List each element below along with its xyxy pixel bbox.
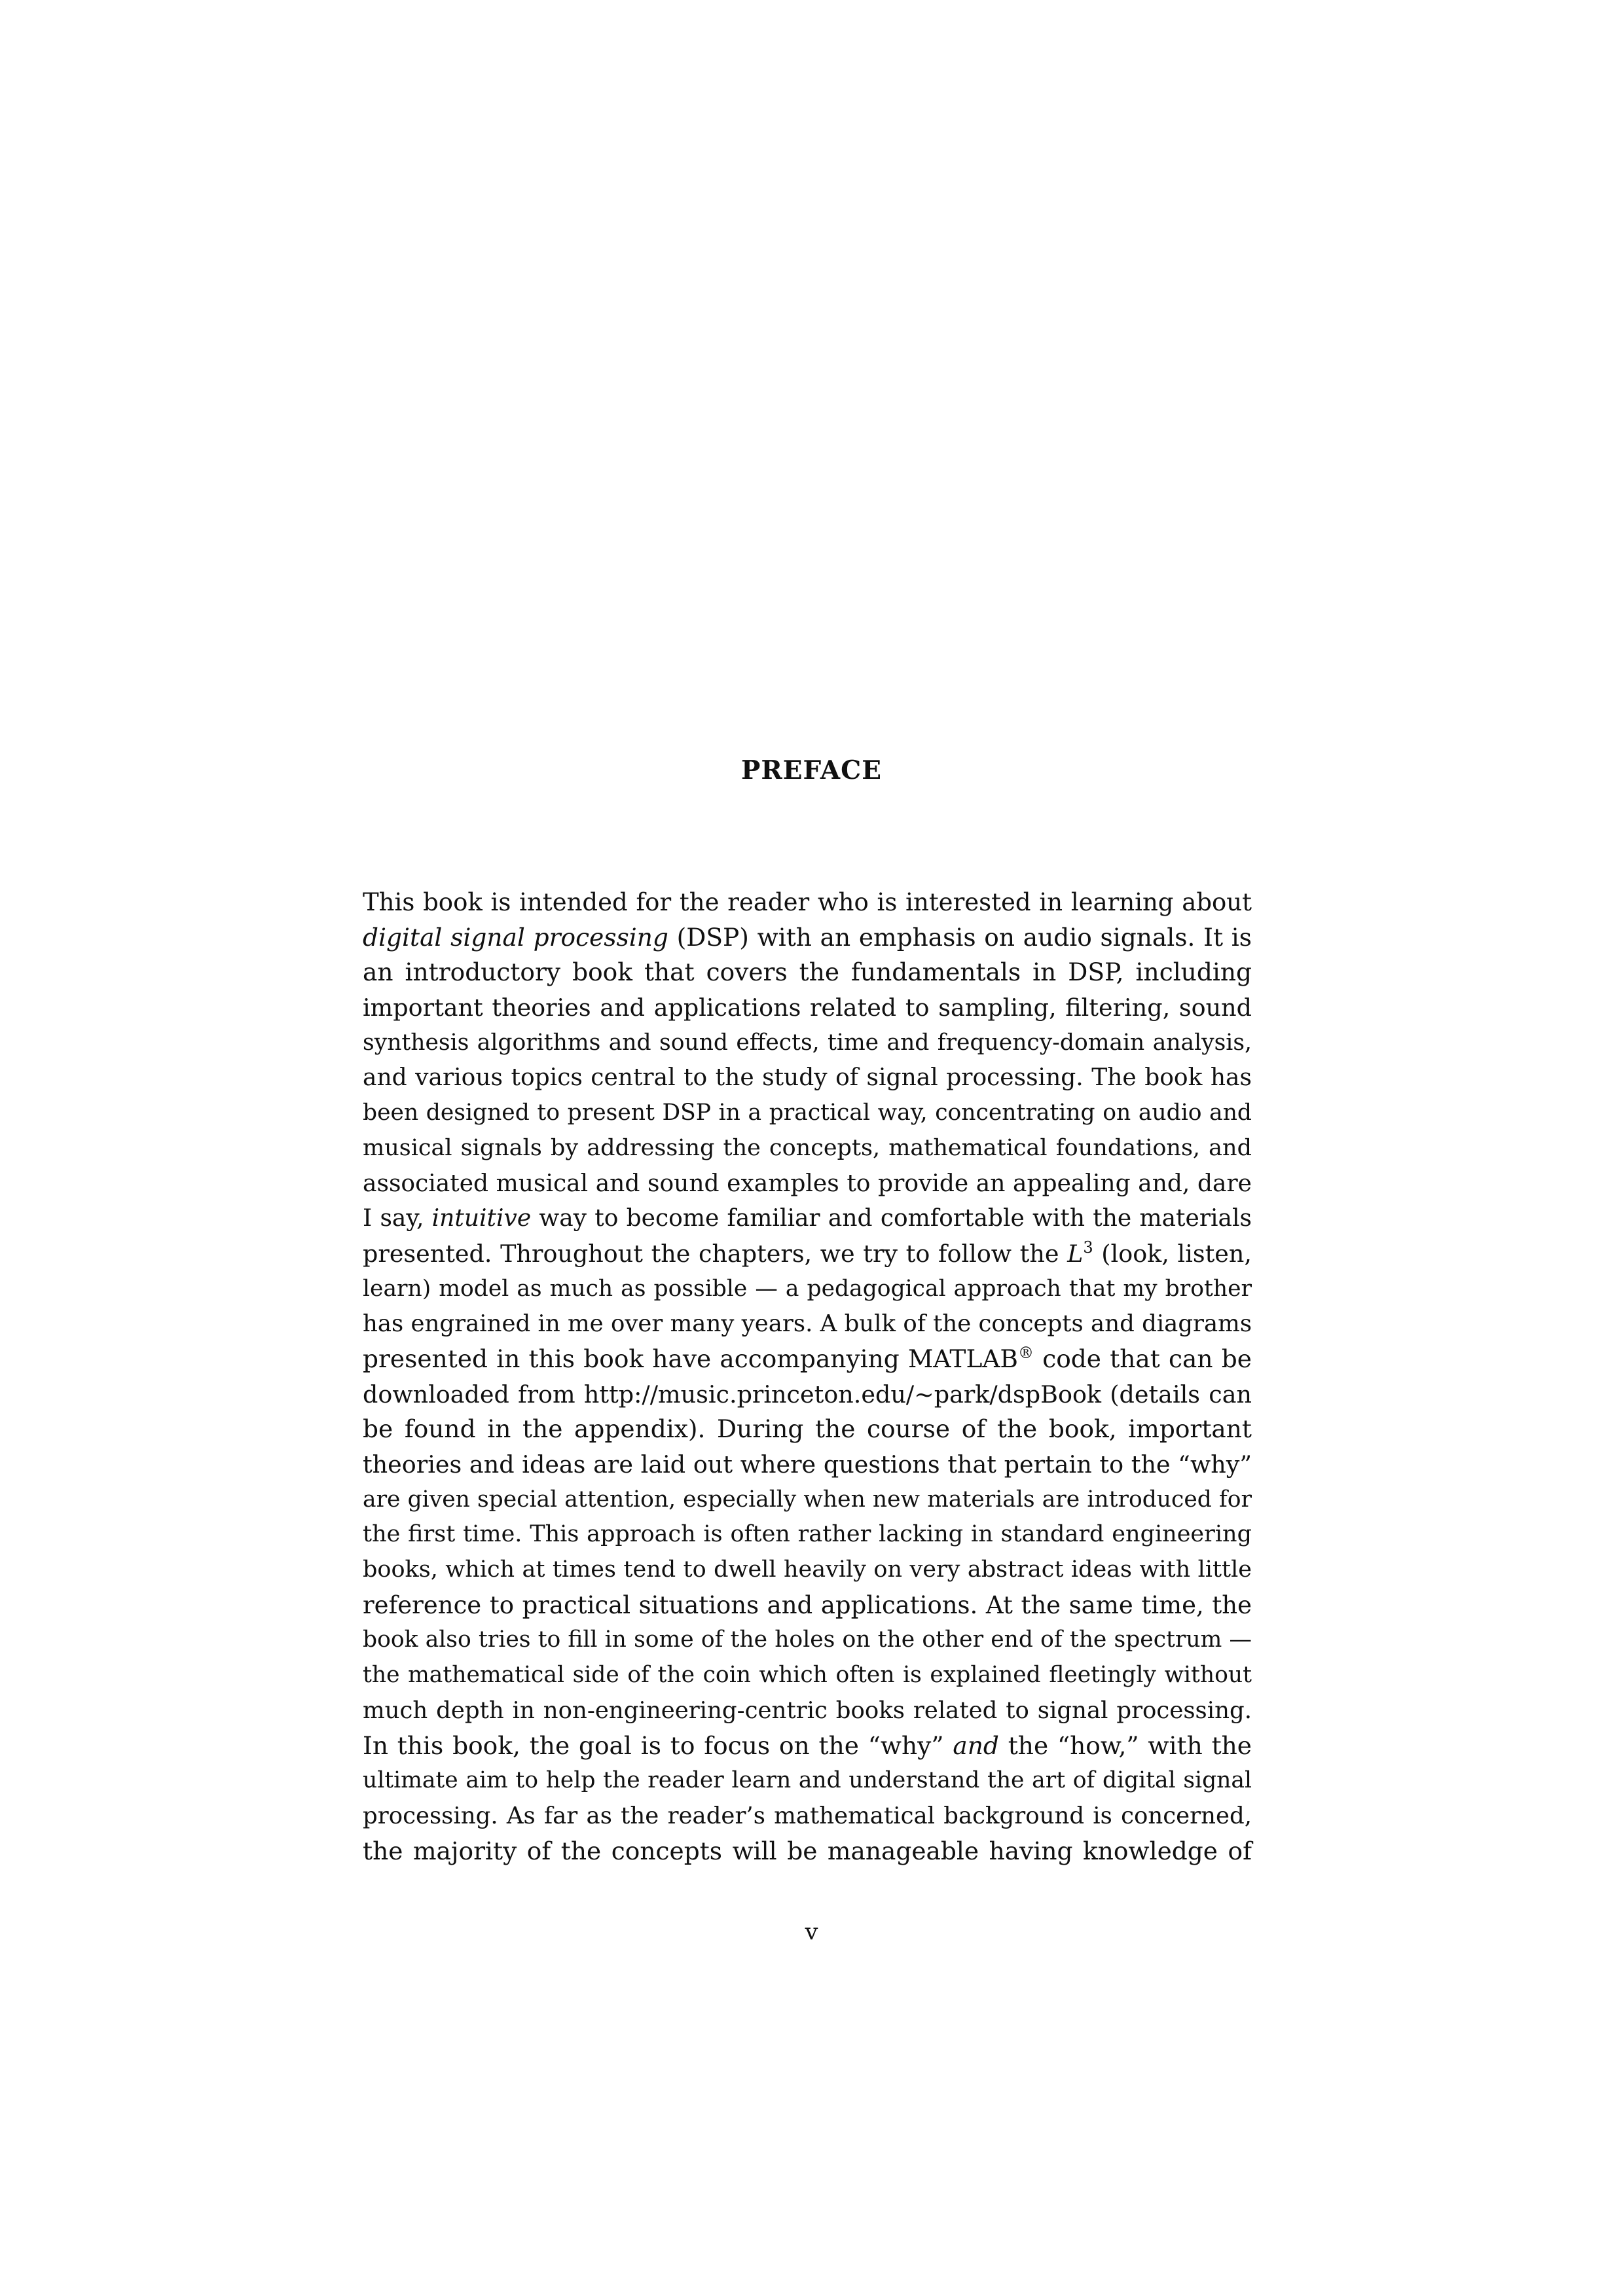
text-line bbox=[363, 1166, 1252, 1202]
text-segment: important theories and applications related to sampling, filtering, sound bbox=[363, 994, 1252, 1022]
text-line bbox=[363, 885, 1252, 920]
text-segment: the “how,” with the bbox=[998, 1731, 1252, 1760]
text-line bbox=[363, 1377, 1252, 1412]
text-line bbox=[363, 1799, 1252, 1834]
superscript: 3 bbox=[1083, 1238, 1093, 1257]
text-segment: be found in the appendix). During the course of the book, important bbox=[363, 1414, 1252, 1444]
text-line bbox=[363, 1412, 1252, 1447]
text-line bbox=[363, 1306, 1252, 1342]
text-segment: learn) model as much as possible — a pedagogical approach that my brother bbox=[363, 1275, 1252, 1302]
text-segment: an introductory book that covers the fundamentals in DSP, including bbox=[363, 958, 1252, 987]
text-segment: the first time. This approach is often rather lacking in standard engineering bbox=[363, 1521, 1252, 1548]
text-segment: This book is intended for the reader who is interested in learning about bbox=[363, 888, 1252, 916]
emphasis-text: and bbox=[953, 1731, 999, 1760]
text-line bbox=[363, 1658, 1252, 1693]
text-segment: processing. As far as the reader’s mathematical background is concerned, bbox=[363, 1802, 1252, 1829]
text-segment: code that can be bbox=[1033, 1344, 1252, 1373]
text-line bbox=[363, 1834, 1252, 1869]
text-line bbox=[363, 1447, 1252, 1482]
emphasis-text: digital signal processing bbox=[363, 922, 668, 952]
text-segment: synthesis algorithms and sound effects, time and frequency-domain analysis, bbox=[363, 1029, 1252, 1056]
text-segment: (look, listen, bbox=[1093, 1239, 1252, 1268]
text-line bbox=[363, 955, 1252, 990]
page-number: v bbox=[805, 1919, 818, 1945]
text-segment: way to become familiar and comfortable with the materials bbox=[531, 1205, 1252, 1232]
text-segment: presented in this book have accompanying MATLAB bbox=[363, 1344, 1018, 1373]
text-line bbox=[363, 1131, 1252, 1166]
text-segment: are given special attention, especially when new materials are introduced for bbox=[363, 1486, 1252, 1513]
text-line bbox=[363, 1482, 1252, 1518]
text-segment: theories and ideas are laid out where questions that pertain to the “why” bbox=[363, 1450, 1252, 1479]
text-segment: reference to practical situations and applications. At the same time, the bbox=[363, 1590, 1252, 1619]
text-line bbox=[363, 1588, 1252, 1623]
text-segment: book also tries to fill in some of the holes on the other end of the spectrum — bbox=[363, 1626, 1252, 1653]
superscript: ® bbox=[1017, 1343, 1034, 1362]
text-segment: presented. Throughout the chapters, we try to follow the bbox=[363, 1239, 1068, 1268]
text-line bbox=[363, 1729, 1252, 1764]
text-segment: the majority of the concepts will be manageable having knowledge of bbox=[363, 1836, 1252, 1865]
preface-body bbox=[363, 885, 1252, 1869]
text-segment: musical signals by addressing the concepts, mathematical foundations, and bbox=[363, 1134, 1252, 1161]
text-line bbox=[363, 920, 1252, 956]
text-line bbox=[363, 1623, 1252, 1658]
text-line bbox=[363, 1026, 1252, 1061]
text-segment: downloaded from http://music.princeton.edu/∼park/dspBook (details can bbox=[363, 1380, 1252, 1408]
text-segment: (DSP) with an emphasis on audio signals. It is bbox=[668, 922, 1252, 952]
text-line bbox=[363, 1201, 1252, 1236]
text-segment: been designed to present DSP in a practical way, concentrating on audio and bbox=[363, 1100, 1252, 1126]
text-segment: and various topics central to the study of signal processing. The book has bbox=[363, 1064, 1252, 1092]
text-segment: In this book, the goal is to focus on the “why” bbox=[363, 1731, 953, 1760]
text-line bbox=[363, 1552, 1252, 1588]
text-segment: books, which at times tend to dwell heavily on very abstract ideas with little bbox=[363, 1556, 1252, 1583]
text-line bbox=[363, 1517, 1252, 1552]
text-line bbox=[363, 1096, 1252, 1131]
text-segment: associated musical and sound examples to provide an appealing and, dare bbox=[363, 1170, 1252, 1197]
text-line bbox=[363, 1236, 1252, 1272]
page-title: PREFACE bbox=[741, 755, 882, 786]
text-segment: the mathematical side of the coin which often is explained fleetingly without bbox=[363, 1662, 1252, 1689]
text-line bbox=[363, 1272, 1252, 1307]
text-line bbox=[363, 1693, 1252, 1729]
emphasis-text: intuitive bbox=[431, 1205, 532, 1232]
text-line bbox=[363, 1763, 1252, 1799]
text-segment: ultimate aim to help the reader learn and understand the art of digital signal bbox=[363, 1767, 1252, 1794]
text-line bbox=[363, 1342, 1252, 1377]
text-line bbox=[363, 1060, 1252, 1096]
text-segment: I say, bbox=[363, 1205, 432, 1232]
text-segment: has engrained in me over many years. A bulk of the concepts and diagrams bbox=[363, 1310, 1252, 1338]
emphasis-text: L bbox=[1067, 1239, 1084, 1268]
text-line bbox=[363, 990, 1252, 1026]
text-segment: much depth in non-engineering-centric books related to signal processing. bbox=[363, 1696, 1252, 1724]
